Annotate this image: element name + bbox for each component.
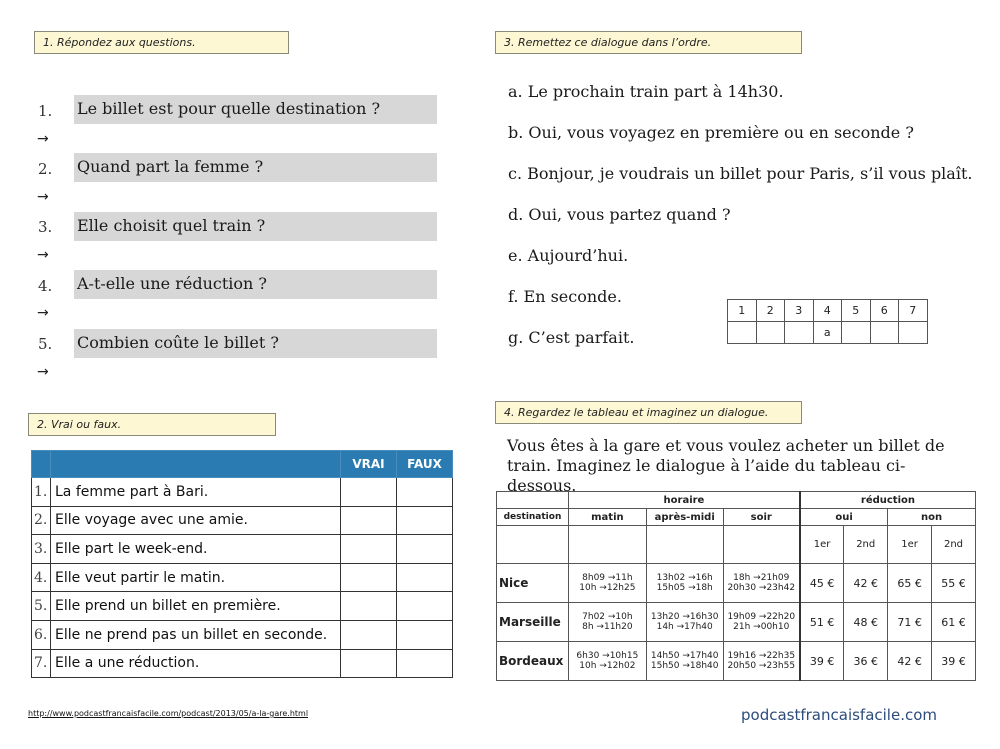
dialogue-line: f. En seconde. [508, 287, 622, 306]
arrow-icon: → [37, 305, 49, 321]
schedule-line: 14h →17h40 [656, 622, 713, 632]
arrow-icon: → [37, 247, 49, 263]
order-answer-cell[interactable] [756, 322, 785, 344]
source-link[interactable]: http://www.podcastfrancaisfacile.com/podcast/2013/05/a-la-gare.html [28, 709, 309, 718]
arrow-icon: → [37, 189, 49, 205]
empty-cell [646, 526, 723, 564]
price-cell: 48 € [844, 603, 888, 642]
vrai-cell[interactable] [341, 592, 397, 621]
statement: Elle a une réduction. [51, 649, 341, 678]
schedule-line: 13h20 →16h30 [650, 612, 719, 622]
horaire-header: horaire [568, 492, 799, 509]
schedule-line: 10h →12h25 [579, 583, 636, 593]
order-number: 2 [756, 300, 785, 322]
statement: Elle veut partir le matin. [51, 563, 341, 592]
brand-logo-text: podcastfrancaisfacile.com [741, 706, 938, 724]
order-answer-cell[interactable] [899, 322, 928, 344]
vrai-header: VRAI [341, 451, 397, 478]
price-cell: 42 € [844, 564, 888, 603]
table-row [32, 592, 453, 621]
apres-midi-header: après-midi [646, 509, 723, 526]
statement: Elle voyage avec une amie. [51, 506, 341, 535]
section2-title: 2. Vrai ou faux. [28, 413, 276, 436]
price-cell: 65 € [888, 564, 932, 603]
statement: Elle part le week-end. [51, 535, 341, 564]
order-answer-cell[interactable]: a [813, 322, 842, 344]
price-cell: 55 € [932, 564, 976, 603]
schedule-line: 15h05 →18h [656, 583, 713, 593]
schedule-line: 18h →21h09 [733, 573, 790, 583]
row-number: 3. [32, 535, 51, 564]
row-number: 4. [32, 563, 51, 592]
section4-title: 4. Regardez le tableau et imaginez un dialogue. [495, 401, 802, 424]
question-number: 3. [38, 218, 53, 236]
faux-cell[interactable] [397, 620, 453, 649]
row-number: 5. [32, 592, 51, 621]
schedule-line: 21h →00h10 [733, 622, 790, 632]
table-row [32, 478, 453, 507]
empty-cell [723, 526, 800, 564]
schedule-line: 7h02 →10h [582, 612, 633, 622]
question-number: 1. [38, 102, 53, 120]
question-number: 2. [38, 160, 53, 178]
price-cell: 39 € [800, 642, 844, 681]
vrai-cell[interactable] [341, 649, 397, 678]
vrai-cell[interactable] [341, 535, 397, 564]
row-number: 2. [32, 506, 51, 535]
vrai-cell[interactable] [341, 620, 397, 649]
section1-title: 1. Répondez aux questions. [34, 31, 289, 54]
schedule-line: 6h30 →10h15 [576, 651, 639, 661]
faux-cell[interactable] [397, 592, 453, 621]
question-text: Quand part la femme ? [74, 153, 437, 182]
row-number: 6. [32, 620, 51, 649]
price-cell: 51 € [800, 603, 844, 642]
faux-cell[interactable] [397, 563, 453, 592]
schedule-line: 19h16 →22h35 [727, 651, 796, 661]
faux-cell[interactable] [397, 535, 453, 564]
dialogue-line: d. Oui, vous partez quand ? [508, 205, 731, 224]
section3-title: 3. Remettez ce dialogue dans l’ordre. [495, 31, 802, 54]
schedule-line: 14h50 →17h40 [650, 651, 719, 661]
schedule-line: 19h09 →22h20 [727, 612, 796, 622]
order-answer-cell[interactable] [842, 322, 871, 344]
order-answer-cell[interactable] [728, 322, 757, 344]
timetable [496, 491, 976, 681]
faux-cell[interactable] [397, 506, 453, 535]
table-row [32, 506, 453, 535]
question-text: Le billet est pour quelle destination ? [74, 95, 437, 124]
schedule-cell [723, 603, 800, 642]
class-label: 2nd [932, 526, 976, 564]
question-text: A-t-elle une réduction ? [74, 270, 437, 299]
order-number: 3 [785, 300, 814, 322]
vrai-cell[interactable] [341, 563, 397, 592]
reduction-header: réduction [800, 492, 976, 509]
order-number: 6 [870, 300, 899, 322]
header-cell [497, 492, 569, 509]
city-name: Nice [497, 564, 569, 603]
instructions-text: Vous êtes à la gare et vous voulez acheter un billet de train. Imaginez le dialogue à l’aide du tableau ci-dessous. [507, 436, 945, 495]
oui-header: oui [800, 509, 888, 526]
class-label: 1er [800, 526, 844, 564]
schedule-line: 13h02 →16h [656, 573, 713, 583]
class-label: 1er [888, 526, 932, 564]
schedule-line: 8h09 →11h [582, 573, 633, 583]
question-text: Combien coûte le billet ? [74, 329, 437, 358]
city-name: Marseille [497, 603, 569, 642]
schedule-line: 8h →11h20 [582, 622, 633, 632]
schedule-cell [646, 642, 723, 681]
table-row [32, 563, 453, 592]
dialogue-line: a. Le prochain train part à 14h30. [508, 82, 784, 101]
schedule-cell [723, 642, 800, 681]
true-false-table [31, 450, 453, 678]
faux-header: FAUX [397, 451, 453, 478]
schedule-cell [568, 642, 646, 681]
order-answer-cell[interactable] [785, 322, 814, 344]
price-cell: 45 € [800, 564, 844, 603]
dialogue-line: c. Bonjour, je voudrais un billet pour Paris, s’il vous plaît. [508, 164, 973, 183]
vrai-cell[interactable] [341, 478, 397, 507]
arrow-icon: → [37, 131, 49, 147]
price-cell: 42 € [888, 642, 932, 681]
schedule-line: 15h50 →18h40 [650, 661, 719, 671]
table-row [32, 535, 453, 564]
schedule-line: 20h30 →23h42 [727, 583, 796, 593]
table-row [32, 620, 453, 649]
destination-header: destination [497, 509, 569, 526]
soir-header: soir [723, 509, 800, 526]
schedule-line: 10h →12h02 [579, 661, 636, 671]
schedule-cell [568, 603, 646, 642]
question-number: 5. [38, 335, 53, 353]
row-number: 7. [32, 649, 51, 678]
statement: Elle prend un billet en première. [51, 592, 341, 621]
price-cell: 61 € [932, 603, 976, 642]
order-number: 1 [728, 300, 757, 322]
header-cell [51, 451, 341, 478]
dialogue-line: e. Aujourd’hui. [508, 246, 629, 265]
table-row [497, 642, 976, 681]
schedule-cell [646, 564, 723, 603]
dialogue-line: b. Oui, vous voyagez en première ou en seconde ? [508, 123, 914, 142]
dialogue-line: g. C’est parfait. [508, 328, 635, 347]
row-number: 1. [32, 478, 51, 507]
empty-cell [568, 526, 646, 564]
price-cell: 39 € [932, 642, 976, 681]
order-number: 7 [899, 300, 928, 322]
faux-cell[interactable] [397, 478, 453, 507]
statement: Elle ne prend pas un billet en seconde. [51, 620, 341, 649]
table-row [32, 649, 453, 678]
price-cell: 71 € [888, 603, 932, 642]
schedule-cell [568, 564, 646, 603]
non-header: non [888, 509, 976, 526]
table-row [497, 603, 976, 642]
schedule-cell [723, 564, 800, 603]
class-label: 2nd [844, 526, 888, 564]
arrow-icon: → [37, 364, 49, 380]
schedule-line: 20h50 →23h55 [727, 661, 796, 671]
question-text: Elle choisit quel train ? [74, 212, 437, 241]
table-row [497, 564, 976, 603]
schedule-cell [646, 603, 723, 642]
empty-cell [497, 526, 569, 564]
order-table [727, 299, 928, 344]
price-cell: 36 € [844, 642, 888, 681]
order-number: 4 [813, 300, 842, 322]
header-cell [32, 451, 51, 478]
order-answer-cell[interactable] [870, 322, 899, 344]
vrai-cell[interactable] [341, 506, 397, 535]
city-name: Bordeaux [497, 642, 569, 681]
order-number: 5 [842, 300, 871, 322]
question-number: 4. [38, 277, 53, 295]
statement: La femme part à Bari. [51, 478, 341, 507]
faux-cell[interactable] [397, 649, 453, 678]
matin-header: matin [568, 509, 646, 526]
